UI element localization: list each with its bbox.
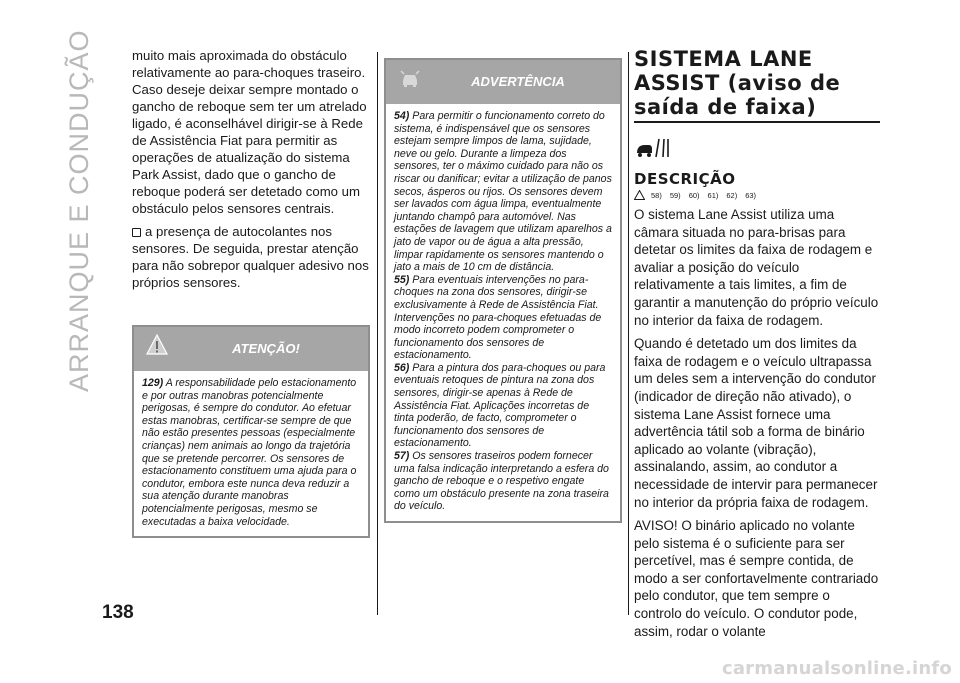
advertencia-header — [386, 60, 620, 104]
warning-ref-icon — [634, 190, 645, 200]
reference-notes — [634, 190, 880, 200]
advertencia-box — [384, 58, 622, 523]
chapter-side-title: ARRANQUE E CONDUÇÃO — [64, 29, 94, 392]
body-paragraph: AVISO! O binário aplicado no volante pelo sistema é o suficiente para ser percetível, mas é sempre contida, de modo a ser confortavelmente contrariado pelo condutor, que tem sempre o controlo do veículo. O condutor pode, assim, rodar o volante — [634, 518, 879, 639]
body-paragraph: muito mais aproximada do obstáculo relativamente ao para-choques traseiro. Caso deseje deixar sempre montado o gancho de reboque sem ter um atrelado ligado, é aconselhável dirigir-se à Rede de Assistência Fiat para permitir as operações de atualização do sistema Park Assist, dado que o gancho de reboque poderá ser detetado como um obstáculo pelos sensores centrais. — [132, 48, 367, 216]
attention-text: A responsabilidade pelo estacionamento e por outras manobras potencialmente perigosas, é sempre do condutor. Ao efetuar estas manobras, certificar-se sempre de que não estão presentes pessoas (especialmente crianças) nem animais ao longo da trajetória que se pretende percorrer. Os sensores de estacionamento constituem uma ajuda para o condutor, embora este nunca deva reduzir a sua atenção durante manobras potencialmente perigosas, mesmo se executadas a baixa velocidade. — [142, 377, 357, 528]
ref-number: 63) — [745, 190, 757, 200]
ref-number: 58) — [651, 190, 662, 200]
column-1 — [132, 47, 370, 538]
body-paragraph: O sistema Lane Assist utiliza uma câmara situada no para-brisas para detetar os limites da faixa de rodagem e avaliar a posição do veículo relativamente a tais limites, a fim de garantir a manutenção do próprio veículo no interior da faixa de rodagem. — [634, 207, 879, 328]
advertencia-item: 54) Para permitir o funcionamento correto do sistema, é indispensável que os sensores estejam sempre limpos de lama, sujidade, neve ou gelo. Durante a limpeza dos sensores, ter o máximo cuidado para não os riscar ou danificar; evitar a utilização de panos secos, ásperos ou rijos. Os sensores devem ser lavados com água limpa, eventualmente juntando champô para automóvel. Nas estações de lavagem que utilizam aparelhos a jato de vapor ou de água a alta pressão, limpar rapidamente os sensores mantendo o jato a mais de 10 cm de distância. — [394, 110, 612, 274]
attention-title: ATENÇÃO! — [232, 341, 300, 356]
ref-number: 60) — [688, 190, 700, 200]
square-bullet-icon — [132, 228, 141, 237]
column-divider — [377, 52, 378, 615]
column-2 — [384, 58, 622, 523]
attention-header — [134, 327, 368, 371]
advertencia-item: 55) Para eventuais intervenções no para-choques na zona dos sensores, dirigir-se exclusivamente à Rede de Assistência Fiat. Intervenções no para-choques efetuadas de modo incorreto podem comprometer o funcionamento dos sensores de estacionamento. — [394, 273, 602, 362]
note-number: 129) — [142, 377, 164, 389]
column-3 — [634, 47, 880, 646]
attention-box — [132, 325, 370, 538]
bullet-item: a presença de autocolantes nos sensores. De seguida, prestar atenção para não sobrepor qualquer adesivo nos próprios sensores. — [132, 224, 369, 290]
ref-number: 62) — [726, 190, 738, 200]
ref-number: 59) — [669, 190, 681, 200]
body-paragraph: Quando é detetado um dos limites da faixa de rodagem e o veículo ultrapassa um deles sem a intervenção do condutor (indicador de direção não ativado), o sistema Lane Assist fornece uma advertência tátil sob a forma de binário aplicado ao volante (vibração), assinalando, assim, ao condutor a necessidade de intervir para permanecer no interior da própria faixa de rodagem. — [634, 336, 878, 510]
watermark-footer[interactable]: carmanualsonline.info — [721, 658, 952, 679]
page-number: 138 — [102, 602, 134, 623]
advertencia-title: ADVERTÊNCIA — [471, 74, 565, 89]
advertencia-body — [386, 104, 620, 521]
advertencia-item: 56) Para a pintura dos para-choques ou para eventuais retoques de pintura na zona dos sensores, dirigir-se apenas à Rede de Assistência Fiat. Aplicações incorretas de tinta poderão, de facto, comprometer o funcionamento dos sensores de estacionamento. — [394, 361, 606, 450]
lane-assist-icon — [634, 137, 670, 159]
attention-body — [134, 371, 368, 536]
column-divider — [628, 52, 629, 615]
advertencia-item: 57) Os sensores traseiros podem fornecer uma falsa indicação interpretando a esfera do gancho de reboque e o respetivo engate como um obstáculo presente na zona traseira do veículo. — [394, 450, 609, 513]
ref-number: 61) — [707, 190, 719, 200]
description-heading: DESCRIÇÃO — [634, 170, 736, 188]
section-title: SISTEMA LANE ASSIST (aviso de saída de faixa) — [634, 47, 880, 123]
